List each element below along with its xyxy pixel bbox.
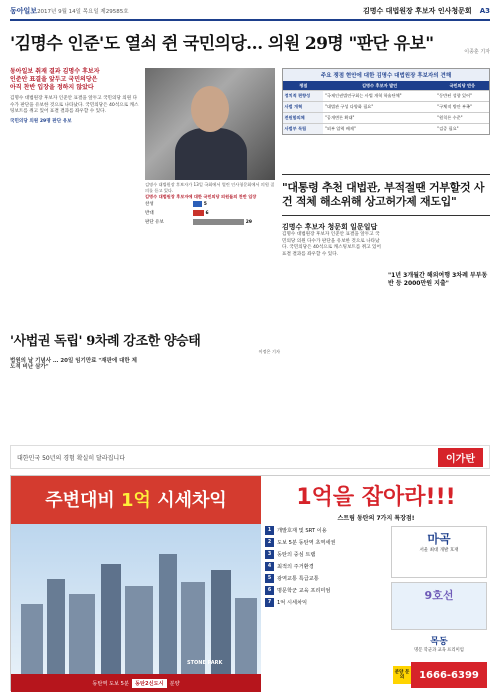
page-headline: '김명수 인준'도 열쇠 쥔 국민의당… 의원 29명 "판단 유보" [10, 34, 434, 54]
feature-text: 최적의 주거환경 [277, 564, 314, 570]
mok-title: 목동 [430, 637, 448, 647]
feature-item [265, 562, 385, 571]
mak-subtitle: 서울 최대 개발 호재 [419, 548, 459, 553]
phone-number[interactable]: 1666-6399 [411, 662, 487, 688]
vote-label: 국민의당 의원 29명 판단 유보 [10, 118, 72, 124]
poll-rows [145, 200, 275, 227]
ad-subtitle: 스트림 동탄의 7가지 특장점! [337, 515, 415, 522]
ad-foot-text: 동탄역 도보 5분 [92, 680, 129, 687]
table-row [283, 102, 489, 113]
poll-value: 5 [203, 201, 207, 207]
side-story-title: "1년 3개월간 해외여행 3차례 부부동반 등 2000만원 지출" [388, 272, 488, 287]
table-cell: "공개변론 확대" [323, 113, 435, 124]
table-cell: "외부 압력 배제" [323, 124, 435, 135]
ad-left-panel [11, 476, 261, 692]
table-row [283, 113, 489, 124]
lead-line-1: 동아일보 취재 결과 김명수 후보자 [10, 68, 100, 75]
table-cell: 사법부 독립 [283, 124, 323, 135]
nominee-photo [145, 68, 275, 180]
table-cell: 사법 개혁 [283, 102, 323, 113]
mak-title: 마곡 [427, 532, 451, 546]
real-estate-ad[interactable] [10, 475, 490, 691]
qna-text: 김명수 대법원장 후보자 인준안 표결을 앞두고 국민의당 의원 다수가 판단을 유보한 것으로 나타났다. 국민의당은 40석으로 캐스팅보트를 쥐고 있어 표결 결과를 좌우할 수 있다. [282, 232, 381, 257]
lead-line-3: 아직 찬반 입장을 정하지 않았다 [10, 84, 94, 91]
feature-number: 2 [265, 538, 274, 547]
left-column [10, 68, 140, 125]
feature-text: 명문학군 교육 프리미엄 [277, 588, 331, 594]
city-illustration [11, 524, 261, 674]
feature-number: 5 [265, 574, 274, 583]
poll-row [145, 200, 275, 209]
inquiry-tag: 분양 문의 [393, 666, 411, 684]
ad-brand-logo: 이가탄 [438, 448, 483, 467]
ad-main-title: 1억을 잡아라!!! [296, 485, 456, 510]
feature-text: 1억 시세차익 [277, 600, 308, 606]
feature-text: 도보 5분 동탄역 초역세권 [277, 540, 336, 546]
poll-label: 판단 유보 [145, 220, 164, 225]
ad-banner[interactable] [10, 445, 490, 469]
headline-byline: 이종훈 기자 [464, 49, 490, 55]
qna-body [282, 232, 382, 258]
poll-value: 29 [245, 219, 253, 225]
feature-number: 3 [265, 550, 274, 559]
feature-number: 1 [265, 526, 274, 535]
table-row [283, 124, 489, 135]
section-title: 김명수 대법원장 후보자 인사청문회 [362, 7, 472, 15]
article-body: 김명수 대법원장 후보자 인준안 표결을 앞두고 국민의당 의원 다수가 판단을 유보한 것으로 나타났다. 국민의당은 40석으로 캐스팅보트를 쥐고 있어 표결 결과를 좌우할 수 있다. [10, 96, 139, 115]
ad-title-part: 시세차익 [150, 490, 227, 511]
qna-title: 김명수 후보자 청문회 일문일답 [282, 223, 378, 231]
issues-grid [283, 81, 489, 134]
feature-text: 광역교통 특급교통 [277, 576, 319, 582]
photo-caption: 김명수 대법원장 후보자가 13일 국회에서 열린 인사청문회에서 의원 질의를 듣고 있다. [145, 182, 275, 193]
feature-text: 개발호재 및 SRT 이용 [277, 528, 327, 534]
table-cell: 전원합의체 [283, 113, 323, 124]
lead-line-2: 인준안 표결을 앞두고 국민의당은 [10, 76, 98, 83]
ad-banner-text: 대한민국 50년의 경험 확실히 달라집니다 [17, 454, 126, 462]
ad-title-highlight: 1억 [121, 490, 151, 511]
developer-logo: STONE PARK [187, 660, 223, 666]
poll-chart [145, 194, 275, 227]
line9-card [391, 582, 487, 630]
poll-value: 6 [205, 210, 209, 216]
issue-date: 2017년 9월 14일 목요일 제29585호 [37, 9, 129, 15]
ad-foot-text: 분양 [169, 680, 180, 687]
sub-byline: 이정은 기자 [258, 349, 280, 354]
table-title: 주요 쟁점 현안에 대한 김명수 대법원장 후보자의 견해 [283, 69, 489, 81]
table-cell: "원칙론 수준" [436, 113, 489, 124]
feature-item [265, 598, 385, 607]
poll-label: 반대 [145, 211, 154, 216]
feature-number: 6 [265, 586, 274, 595]
line9-label: 9호선 [424, 589, 454, 602]
page-number: A3 [479, 7, 490, 15]
issues-table [282, 68, 490, 135]
pull-quote: "대통령 추천 대법관, 부적절땐 거부할것 사건 적체 해소위해 상고허가제 재도입" [282, 174, 490, 216]
poll-bar [193, 219, 244, 225]
side-story [388, 268, 490, 291]
feature-item [265, 538, 385, 547]
ad-left-title [11, 476, 261, 512]
table-header: 국민의당 반응 [436, 81, 489, 91]
feature-item [265, 574, 385, 583]
feature-list [265, 526, 385, 610]
poll-row [145, 218, 275, 227]
table-cell: "대법관 구성 다양화 필요" [323, 102, 435, 113]
sub-headline: '사법권 독립' 9차례 강조한 양승태 [10, 334, 201, 349]
table-cell: "국제인권법연구회는 사법 개혁 학술단체" [323, 91, 435, 102]
ad-foot-chip: 동탄2신도시 [132, 679, 167, 688]
mok-subtitle: 명문 학군과 교육 프리미엄 [414, 648, 464, 653]
table-header: 김명수 후보자 발언 [323, 81, 435, 91]
feature-item [265, 526, 385, 535]
poll-label: 찬성 [145, 202, 154, 207]
feature-number: 4 [265, 562, 274, 571]
ad-right-panel [261, 476, 491, 692]
newspaper-logo: 동아일보 [10, 7, 38, 15]
feature-text: 동탄의 중심 트램 [277, 552, 316, 558]
feature-item [265, 586, 385, 595]
poll-title: 김명수 대법원장 후보자에 대한 국민의당 의원들의 찬반 입장 [145, 194, 257, 199]
ad-left-footer [11, 674, 261, 692]
sub-lead: 법원의 날 기념사 … 20일 임기만료 "재판에 대한 제도적 비난 삼가" [10, 357, 137, 371]
poll-bar [193, 201, 202, 207]
table-cell: "검증 필요" [436, 124, 489, 135]
table-header: 쟁점 [283, 81, 323, 91]
ad-title-part: 주변대비 [45, 490, 122, 511]
table-cell: "동반된 성향 있어" [436, 91, 489, 102]
page-header [10, 6, 490, 21]
poll-row [145, 209, 275, 218]
feature-item [265, 550, 385, 559]
sub-article [10, 330, 280, 371]
mak-card [391, 526, 487, 578]
table-cell: 정치적 편향성 [283, 91, 323, 102]
feature-number: 7 [265, 598, 274, 607]
poll-bar [193, 210, 204, 216]
table-cell: "구체적 방안 부족" [436, 102, 489, 113]
mok-card [391, 634, 487, 656]
table-row [283, 91, 489, 102]
